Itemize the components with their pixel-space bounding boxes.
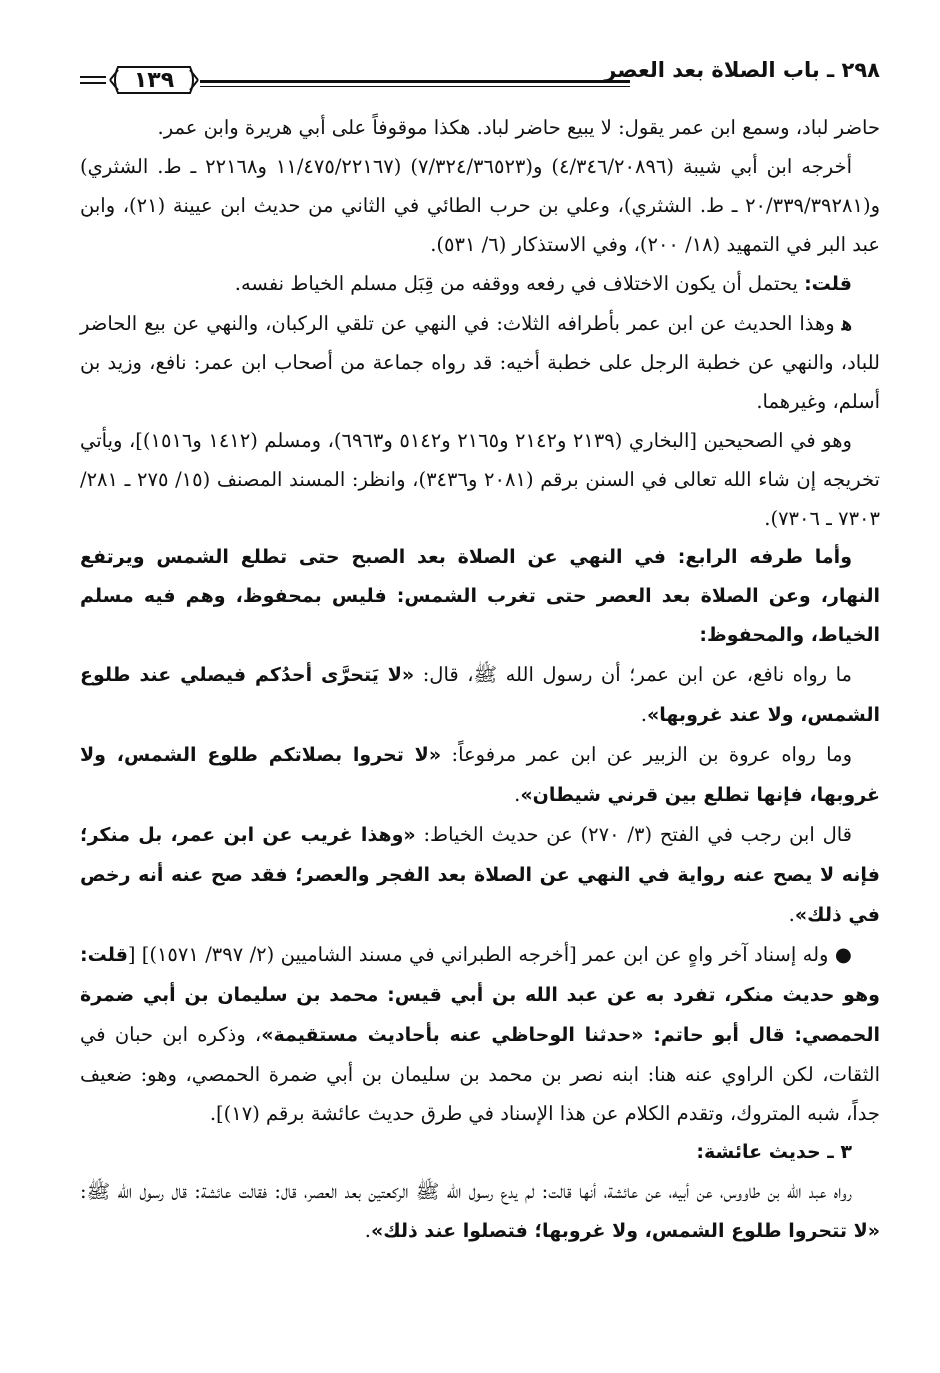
- section-heading: ٣ ـ حديث عائشة:: [696, 1141, 852, 1163]
- paragraph-9-intro: قال ابن رجب في الفتح (٣/ ٢٧٠) عن حديث الخياط:: [415, 823, 852, 846]
- note-text: يحتمل أن يكون الاختلاف في رفعه ووقفه من قِبَل مسلم الخياط نفسه.: [234, 272, 805, 295]
- scholar-quote: «وهذا غريب عن ابن عمر، بل منكر؛ فإنه لا يصح عنه رواية في النهي عن الصلاة بعد الفجر والعصر؛ فقد صح عنه أنه رخص في ذلك»: [80, 824, 880, 926]
- note-label: قلت:: [804, 273, 852, 295]
- paragraph-10-b: وهو حديث منكر، تفرد به عن عبد الله بن أبي قيس: محمد بن سليمان بن أبي ضمرة الحمصي: قال أبو حاتم:: [80, 984, 880, 1046]
- chapter-title: ٢٩٨ ـ باب الصلاة بعد العصر: [604, 58, 880, 82]
- paragraph-9-end: .: [788, 903, 795, 926]
- paragraph-8: [80, 735, 880, 815]
- hadith-quote: «لا تتحروا طلوع الشمس، ولا غروبها؛ فتصلوا عند ذلك»: [370, 1220, 880, 1242]
- paragraph-6: وأما طرفه الرابع: في النهي عن الصلاة بعد الصبح حتى تطلع الشمس ويرتفع النهار، وعن الصلاة بعد العصر حتى تغرب الشمس: فليس بمحفوظ، وهم فيه مسلم الخياط، والمحفوظ:: [80, 546, 880, 646]
- paragraph-1: حاضر لباد، وسمع ابن عمر يقول: لا يبيع حاضر لباد. هكذا موقوفاً على أبي هريرة وابن عمر.: [157, 116, 880, 139]
- paragraph-12-intro: رواه عبد الله بن طاووس، عن أبيه، عن عائشة، أنها قالت: لم يدع رسول الله ﷺ الركعتين بعد العصر، قال: فقالت عائشة: قال رسول الله ﷺ:: [80, 1180, 852, 1203]
- paragraph-7-intro: ما رواه نافع، عن ابن عمر؛ أن رسول الله ﷺ، قال:: [414, 663, 853, 686]
- page-number: ١٣٩: [133, 68, 175, 93]
- paragraph-8-end: .: [514, 783, 521, 806]
- paragraph-10-c: ، وذكره ابن حبان في الثقات، لكن الراوي عنه هنا: ابنه نصر بن محمد بن سليمان بن أبي ضمرة الحمصي، وهو: ضعيف جداً، شبه المتروك، وتقدم الكلام عن هذا الإسناد في طرق حديث عائشة برقم (١٧)].: [80, 1023, 880, 1125]
- paragraph-10-a: وله إسناد آخر واهٍ عن ابن عمر [أخرجه الطبراني في مسند الشاميين (٢/ ٣٩٧/ ١٥٧١)] [: [127, 943, 835, 966]
- page-header: [80, 50, 880, 98]
- paragraph-7: [80, 655, 880, 735]
- paragraph-12: [80, 1172, 880, 1251]
- paragraph-4-text: وهذا الحديث عن ابن عمر بأطرافه الثلاث: في النهي عن تلقي الركبان، والنهي عن بيع الحاضر للباد، والنهي عن خطبة الرجل على خطبة أخيه: قد رواه جماعة من أصحاب ابن عمر: نافع، وزيد بن أسلم، وغيرهما.: [80, 312, 880, 413]
- paragraph-8-intro: وما رواه عروة بن الزبير عن ابن عمر مرفوعاً:: [441, 743, 852, 766]
- paragraph-7-end: .: [640, 703, 647, 726]
- section-mark-icon: ﻫ: [841, 312, 852, 335]
- hadith-quote: «لا يَتحرَّى أحدُكم فيصلي عند طلوع الشمس، ولا عند غروبها»: [80, 664, 880, 726]
- bullet-icon: ●: [834, 943, 853, 966]
- hadith-quote: «لا تحروا بصلاتكم طلوع الشمس، ولا غروبها، فإنها تطلع بين قرني شيطان»: [80, 744, 880, 806]
- paragraph-12-end: .: [364, 1219, 371, 1242]
- document-body: [80, 108, 880, 1251]
- paragraph-10: [80, 935, 880, 1133]
- header-rule-thin: [200, 86, 630, 87]
- page-number-badge: [108, 64, 200, 96]
- header-ornament-lines: [80, 76, 106, 88]
- paragraph-3: [80, 264, 880, 304]
- note-label: قلت:: [80, 944, 128, 966]
- header-rule: [200, 80, 630, 83]
- paragraph-9: [80, 815, 880, 935]
- document-page: [80, 50, 880, 1350]
- paragraph-4: [80, 304, 880, 421]
- paragraph-5: وهو في الصحيحين [البخاري (٢١٣٩ و٢١٤٢ و٢١٦٥ و٥١٤٢ و٦٩٦٣)، ومسلم (١٤١٢ و١٥١٦)]، ويأتي تخريجه إن شاء الله تعالى في السنن برقم (٢٠٨١ و٣٤٣٦)، وانظر: المسند المصنف (١٥/ ٢٧٥ ـ ٢٨١/ ٧٣٠٣ ـ ٧٣٠٦).: [80, 429, 880, 530]
- scholar-quote: «حدثنا الوحاظي عنه بأحاديث مستقيمة»: [261, 1024, 644, 1046]
- paragraph-2: أخرجه ابن أبي شيبة (٤/٣٤٦/٢٠٨٩٦) و(٧/٣٢٤/٣٦٥٢٣) (١١/٤٧٥/٢٢١٦٧ و٢٢١٦٨ ـ ط. الشثري) و(٢٠/٣٣٩/٣٩٢٨١ ـ ط. الشثري)، وعلي بن حرب الطائي في الثاني من حديث ابن عيينة (٢١)، وابن عبد البر في التمهيد (١٨/ ٢٠٠)، وفي الاستذكار (٦/ ٥٣١).: [80, 155, 880, 256]
